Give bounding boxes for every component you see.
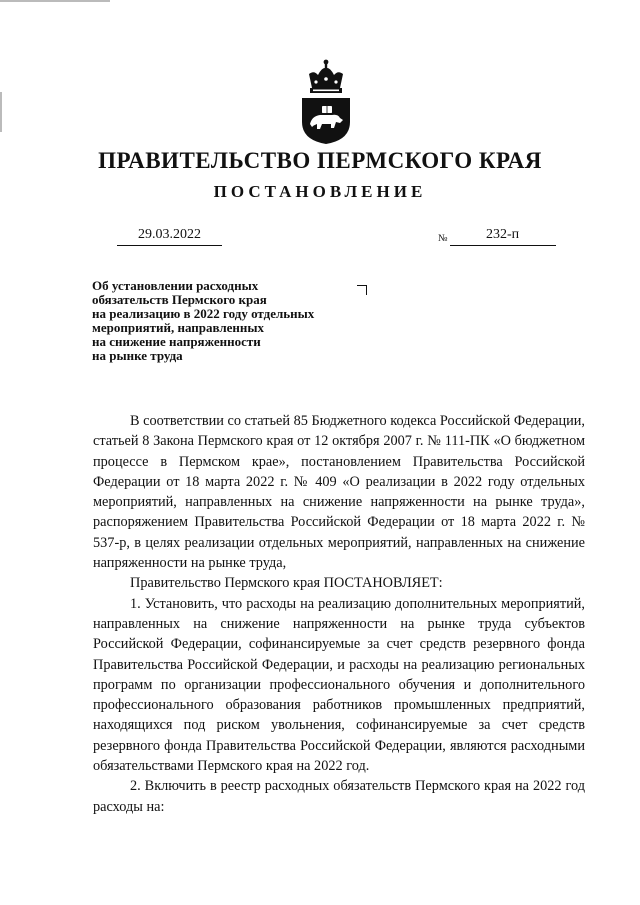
document-number-field [438, 227, 556, 246]
body-paragraph: В соответствии со статьей 85 Бюджетного кодекса Российской Федерации, статьей 8 Закона Пермского края от 12 октября 2007 г. № 111-ПК «О бюджетном процессе в Пермском крае», постановлением Правительства Российской Федерации от 18 марта 2022 г. № 409 «О реализации в 2022 году отдельных мероприятий, направленных на снижение напряженности на рынке труда», распоряжением Правительства Российской Федерации от 18 марта 2022 г. № 537-р, в целях реализации отдельных мероприятий, направленных на снижение напряженности на рынке труда, [93, 413, 585, 572]
subject-line: на рынке труда [92, 348, 183, 363]
subject-line: на реализацию в 2022 году отдельных [92, 306, 315, 321]
government-title: ПРАВИТЕЛЬСТВО ПЕРМСКОГО КРАЯ [98, 148, 542, 173]
body-paragraph: 1. Установить, что расходы на реализацию дополнительных мероприятий, направленных на снижение напряженности на рынке труда субъектов Российской Федерации, софинансируемые за счет средств резервного фонда Правительства Российской Федерации, и расходы на реализацию региональных программ по организации профессионального обучения и дополнительного профессионального образования работников промышленных предприятий, находящихся под риском увольнения, софинансируемые за счет средств резервного фонда Правительства Российской Федерации, являются расходными обязательствами Пермского края на 2022 год. [93, 595, 585, 775]
scan-edge-mark [0, 0, 110, 2]
document-subject [92, 279, 392, 363]
document-type: ПОСТАНОВЛЕНИЕ [213, 182, 427, 201]
scan-edge-mark [0, 92, 2, 132]
subject-line: Об установлении расходных [92, 278, 259, 293]
corner-bracket [357, 285, 367, 295]
subject-line: на снижение напряженности [92, 334, 261, 349]
perm-krai-coat-of-arms-icon [296, 58, 356, 144]
subject-line: обязательств Пермского края [92, 292, 267, 307]
subject-line: мероприятий, направленных [92, 320, 265, 335]
document-body [93, 411, 585, 817]
body-paragraph: Правительство Пермского края ПОСТАНОВЛЯЕТ: [130, 575, 443, 592]
document-number: 232-п [450, 227, 556, 246]
body-paragraph: 2. Включить в реестр расходных обязательств Пермского края на 2022 год расходы на: [93, 778, 585, 815]
document-date: 29.03.2022 [117, 227, 222, 246]
number-sign: № [438, 233, 448, 244]
